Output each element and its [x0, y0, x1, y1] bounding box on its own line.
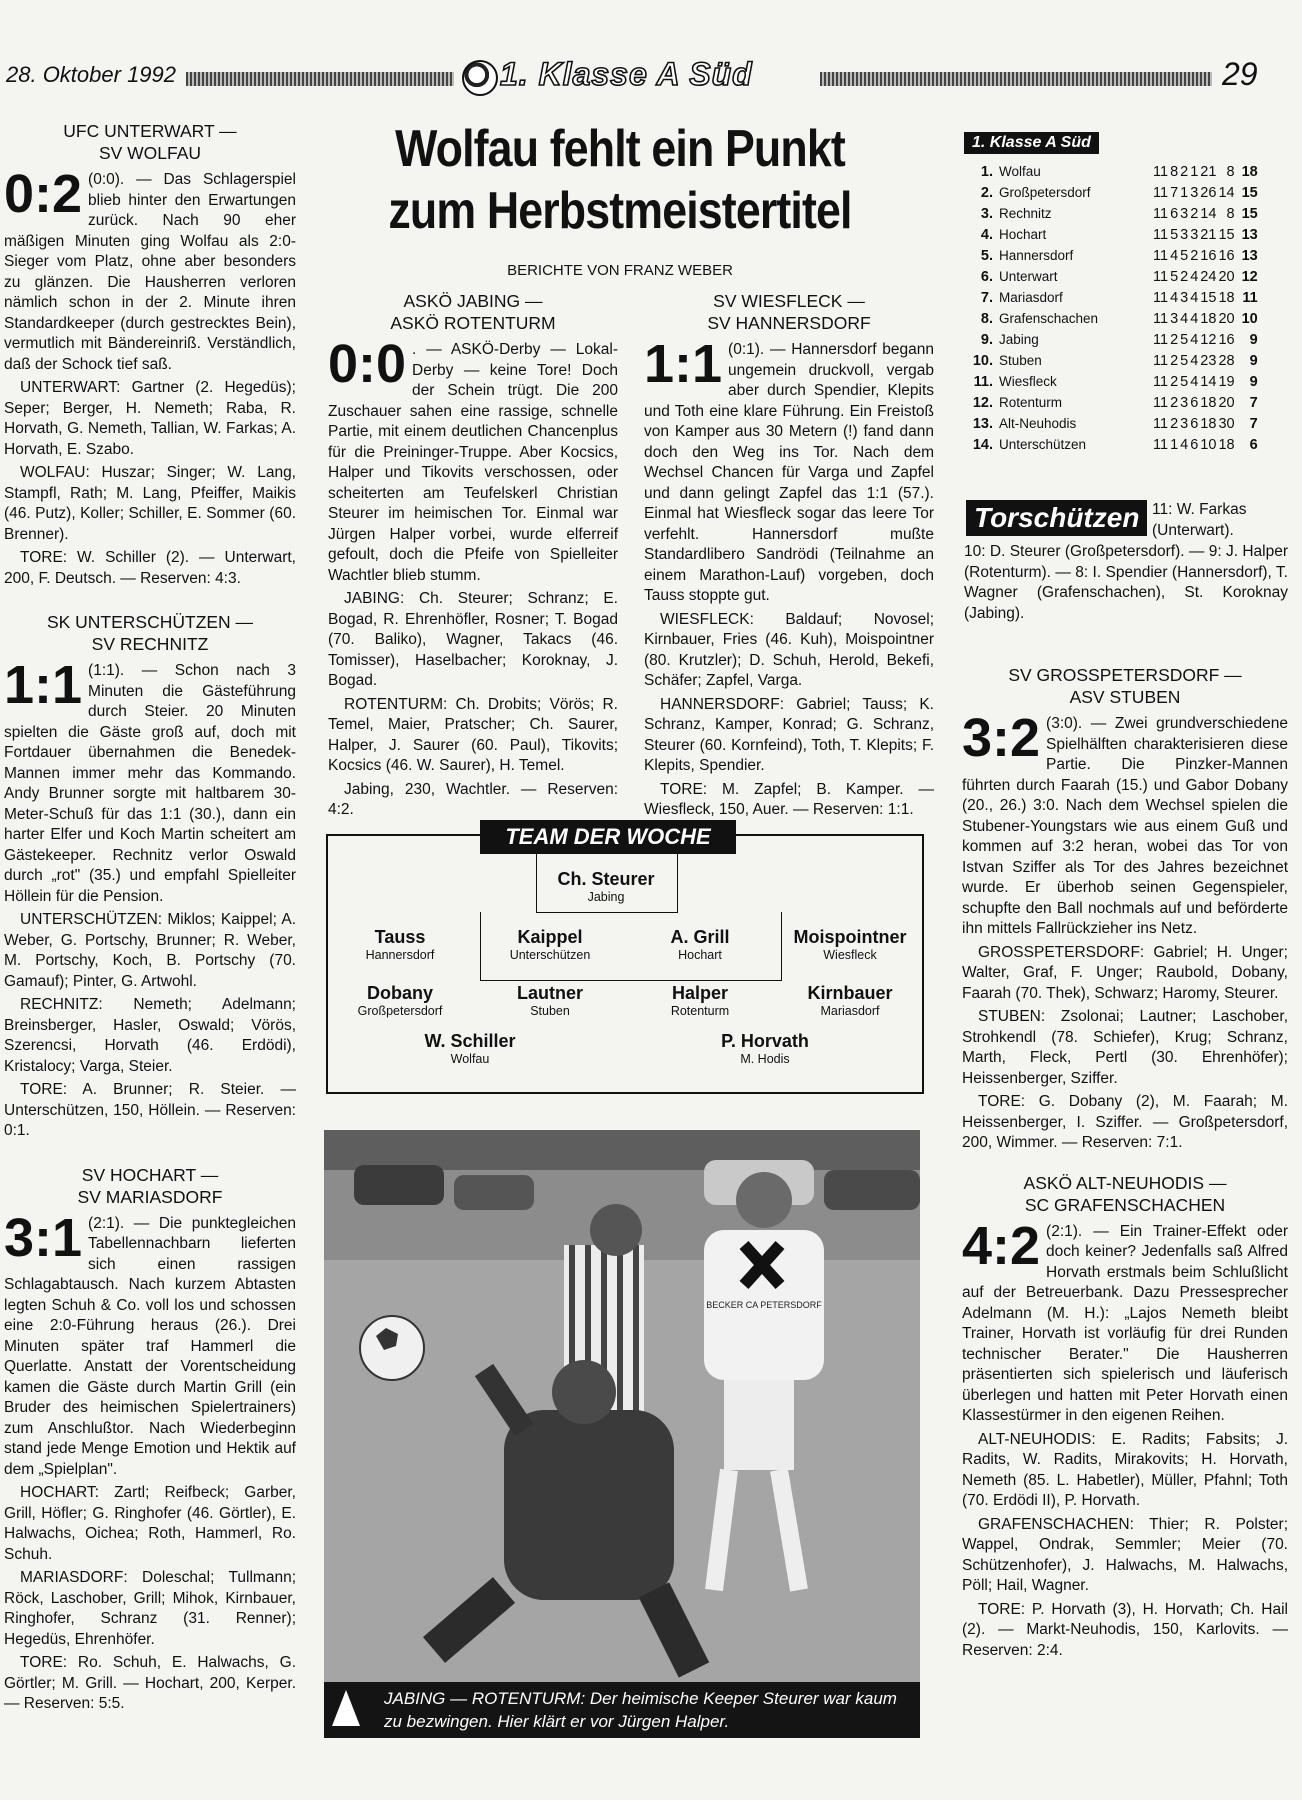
standings-cell: 2 — [1170, 373, 1179, 390]
standings-cell: 20 — [1218, 268, 1235, 285]
standings-cell: 11 — [1153, 436, 1169, 453]
header-rule-left — [186, 72, 454, 86]
standings-cell: 21 — [1200, 163, 1217, 180]
lineup-away: GRAFENSCHACHEN: Thier; R. Polster; Wappel, Ondrak, Semmler; Meier (70. Schützenhofer), J. Halwachs, M. Halwachs, Pöll; Hail, Wagner. — [962, 1515, 1288, 1594]
team-player: Kirnbauer Mariasdorf — [807, 983, 893, 1018]
issue-date: 28. Oktober 1992 — [6, 62, 177, 87]
standings-cell: 15 — [1241, 184, 1258, 201]
standings-cell: 3 — [1190, 226, 1199, 243]
photo-caption — [324, 1682, 920, 1738]
match-score: 4:2 — [962, 1215, 1041, 1276]
standings-cell: 20 — [1218, 394, 1235, 411]
column-1 — [4, 120, 296, 1715]
standings-cell: 21 — [1200, 226, 1217, 243]
standings-cell: 3 — [1180, 205, 1189, 222]
standings-cell: 2 — [1170, 415, 1179, 432]
standings-cell: 9 — [1249, 331, 1258, 348]
standings-cell: 6. — [980, 268, 993, 285]
standings-cell: 2 — [1190, 247, 1199, 264]
team-name: Stuben — [999, 353, 1042, 368]
column-4 — [962, 664, 1288, 1661]
standings-cell: 1 — [1180, 184, 1189, 201]
standings-cell: 11 — [1153, 373, 1169, 390]
team-name: Wiesfleck — [999, 374, 1057, 389]
standings-cell: 3 — [1180, 394, 1189, 411]
standings-cell: 2 — [1170, 352, 1179, 369]
match-text: (2:1). — Ein Trainer-Effekt oder doch keiner? Jedenfalls saß Alfred Horvath erstmals beim Schlußlicht auf der Betreuerbank. Dazu Pressesprecher Adelmann (M. H.): „Lajos Nemeth bleibt Trainer, Horvath ist vorläufig für drei Runden technischer Berater." Die Hausherren präsentierten sich spielerisch und läuferisch überlegen und hatten mit Peter Horvath einen Klassestürmer in den eigenen Reihen. — [962, 1222, 1288, 1424]
standings-cell: 8 — [1226, 205, 1235, 222]
standings-cell: 5. — [980, 247, 993, 264]
standings-cell: 11 — [1153, 205, 1169, 222]
standings-cell: 13 — [1241, 226, 1258, 243]
standings-cell: 7 — [1249, 415, 1258, 432]
standings-cell: 6 — [1190, 415, 1199, 432]
byline: BERICHTE VON FRANZ WEBER — [507, 262, 733, 279]
standings-cell: 4 — [1180, 436, 1189, 453]
standings-cell: 12 — [1241, 268, 1258, 285]
standings-row — [966, 182, 1259, 203]
standings-row — [966, 434, 1259, 455]
team-player: Ch. Steurer Jabing — [557, 869, 655, 904]
match-goals: TORE: P. Horvath (3), H. Horvath; Ch. Hail (2). — Markt-Neuhodis, 150, Karlovits. — Reserven: 2:4. — [962, 1600, 1288, 1659]
standings-cell: 10 — [1241, 310, 1258, 327]
page-number: 29 — [1222, 56, 1258, 92]
team-player: W. Schiller Wolfau — [424, 1031, 516, 1066]
standings-cell: 4 — [1190, 268, 1199, 285]
caption-text: JABING — ROTENTURM: Der heimische Keeper Steurer war kaum zu bezwingen. Hier klärt er vor Jürgen Halper. — [384, 1689, 897, 1731]
standings-cell: 11 — [1153, 394, 1169, 411]
team-name: Wolfau — [999, 164, 1041, 179]
standings-cell: 18 — [1241, 163, 1258, 180]
standings-cell: 15 — [1241, 205, 1258, 222]
lineup-away: RECHNITZ: Nemeth; Adelmann; Breinsberger, Hasler, Oswald; Vörös, Szerencsi, Horvath (46. Erdödi), Kristalocy; Varga, Steier. — [4, 996, 296, 1075]
standings-cell: 6 — [1249, 436, 1258, 453]
standings-cell: 2. — [980, 184, 993, 201]
lineup-home: JABING: Ch. Steurer; Schranz; E. Bogad, R. Ehrenhöfler, Rosner; T. Bogad (70. Baliko), Wagner, Takacs (46. Tomisser), Haselbacher; Koroknay, J. Bogad. — [328, 590, 618, 689]
match-report — [962, 664, 1288, 1154]
match-goals: TORE: A. Brunner; R. Steier. — Unterschützen, 150, Höllein. — Reserven: 0:1. — [4, 1081, 296, 1139]
standings-cell: 14 — [1200, 373, 1217, 390]
standings-cell: 14 — [1218, 184, 1235, 201]
match-report — [962, 1172, 1288, 1662]
standings-row — [966, 287, 1259, 308]
standings-cell: 9 — [1249, 352, 1258, 369]
standings-cell: 5 — [1170, 226, 1179, 243]
match-text: (3:0). — Zwei grundverschiedene Spielhälften charakterisieren diese Partie. Die Pinzker-Mannen führten durch Faarah (15.) und Gabor Dobany (20., 26.) 3:0. Nach dem Wechsel spielen die Stubener-Youngstars wie aus einem Guß und kommen auf 3:2 heran, wobei das Tor von Istvan Sziffer als Tor des Jahres bezeichnet wurde. Er überhob seinen Gegenspieler, schupfte den Ball nochmals auf und beförderte ihn mittels Fallrückzieher ins Netz. — [962, 715, 1288, 937]
headline — [362, 118, 878, 242]
standings-cell: 30 — [1218, 415, 1235, 432]
standings-cell: 3 — [1180, 289, 1189, 306]
lineup-away: STUBEN: Zsolonai; Lautner; Laschober, Strohkendl (78. Schiefer), Krug; Schranz, Marth, Fleck, Pertl (30. Ehrenhöfer); Heissenberger, Sziffer. — [962, 1008, 1288, 1087]
standings-cell: 3. — [980, 205, 993, 222]
standings-cell: 2 — [1180, 268, 1189, 285]
standings-row — [966, 224, 1259, 245]
standings-cell: 3 — [1180, 226, 1189, 243]
standings-cell: 12. — [972, 394, 993, 411]
match-score: 3:1 — [4, 1207, 83, 1268]
standings-cell: 11 — [1153, 247, 1169, 264]
standings-cell: 6 — [1170, 205, 1179, 222]
standings-row — [966, 371, 1259, 392]
team-name: Alt-Neuhodis — [999, 416, 1077, 431]
match-info: Jabing, 230, Wachtler. — Reserven: 4:2. — [328, 780, 618, 818]
team-player: Tauss Hannersdorf — [365, 927, 435, 962]
match-heading: ASKÖ ALT-NEUHODIS — SC GRAFENSCHACHEN — [1023, 1172, 1227, 1215]
standings-cell: 10 — [1200, 436, 1217, 453]
standings-row — [966, 161, 1259, 182]
standings-cell: 20 — [1218, 310, 1235, 327]
team-of-week-title: TEAM DER WOCHE — [480, 820, 736, 854]
standings-cell: 4 — [1170, 289, 1179, 306]
standings-cell: 16 — [1200, 247, 1217, 264]
match-heading: ASKÖ JABING — ASKÖ ROTENTURM — [390, 291, 556, 333]
standings-cell: 14. — [972, 436, 993, 453]
standings-cell: 4 — [1190, 331, 1199, 348]
match-heading: UFC UNTERWART — SV WOLFAU — [63, 121, 237, 163]
scorers-top: 11: W. Farkas (Unterwart). — [1152, 501, 1247, 539]
lineup-home: HOCHART: Zartl; Reifbeck; Garber, Grill, Höfler; G. Ringhofer (46. Görtler), E. Halwachs, Oichea; Roth, Hammerl, Ro. Schuh. — [4, 1484, 296, 1563]
match-score: 0:2 — [4, 164, 83, 224]
team-player: A. Grill Hochart — [670, 927, 730, 962]
standings-cell: 8 — [1170, 163, 1179, 180]
lineup-away: WOLFAU: Huszar; Singer; W. Lang, Stampfl, Rath; M. Lang, Pfeiffer, Maikis (46. Putz), Koller; Schiller, E. Sommer (60. Brenner). — [4, 464, 296, 543]
lineup-away: ROTENTURM: Ch. Drobits; Vörös; R. Temel, Maier, Pratscher; Ch. Saurer, Halper, J. Saurer (60. Paul), Tikovits; Kocsics (46. W. Saurer), H. Temel. — [328, 695, 618, 774]
headline-line-1: Wolfau fehlt ein Punkt — [395, 120, 845, 178]
standings-cell: 11 — [1153, 352, 1169, 369]
standings-row — [966, 413, 1259, 434]
standings-cell: 18 — [1200, 415, 1217, 432]
standings-cell: 6 — [1190, 436, 1199, 453]
standings-cell: 5 — [1180, 373, 1189, 390]
standings-cell: 6 — [1190, 394, 1199, 411]
standings-cell: 1. — [980, 163, 993, 180]
standings-cell: 24 — [1200, 268, 1217, 285]
standings-title: 1. Klasse A Süd — [964, 132, 1099, 154]
match-heading: SV HOCHART — SV MARIASDORF — [77, 1164, 223, 1207]
standings-cell: 13. — [972, 415, 993, 432]
standings-cell: 1 — [1170, 436, 1179, 453]
standings-cell: 9 — [1249, 373, 1258, 390]
match-goals: TORE: W. Schiller (2). — Unterwart, 200, F. Deutsch. — Reserven: 4:3. — [4, 549, 296, 587]
team-name: Unterschützen — [999, 437, 1087, 452]
standings-cell: 8. — [980, 310, 993, 327]
match-photo — [324, 1130, 920, 1694]
standings-cell: 4 — [1190, 310, 1199, 327]
standings-cell: 5 — [1180, 352, 1189, 369]
match-heading: SK UNTERSCHÜTZEN — SV RECHNITZ — [46, 612, 254, 654]
match-heading: SV WIESFLECK — SV HANNERSDORF — [707, 291, 871, 333]
team-name: Hannersdorf — [999, 248, 1074, 263]
standings-row — [966, 350, 1259, 371]
lineup-home: ALT-NEUHODIS: E. Radits; Fabsits; J. Radits, W. Radits, Mirakovits; H. Horvath, Nemeth (85. L. Habetler), Müller, Pfahnl; Toth (70. Erdödi II), P. Horvath. — [962, 1430, 1288, 1509]
team-player: Kaippel Unterschützen — [509, 927, 591, 962]
standings-row — [966, 308, 1259, 329]
standings-cell: 11 — [1153, 289, 1169, 306]
match-text: (2:1). — Die punktegleichen Tabellennachbarn lieferten sich einen rassigen Schlagabtausch. Nach kurzem Abtasten legten Schuh & Co. voll los und schossen eine 2:0-Führung heraus (26.). Drei Minuten später traf Hammerl die Querlatte. Anstatt der Vorentscheidung kamen die Gäste durch Martin Grill (ein Bruder des heimischen Spielertrainers) zum Anschlußtor. Nach Wiederbeginn stand jede Menge Emotion und Hektik auf dem „Spielplan". — [4, 1214, 296, 1478]
standings-cell: 11 — [1153, 331, 1169, 348]
standings-cell: 14 — [1200, 205, 1217, 222]
team-name: Rechnitz — [999, 206, 1052, 221]
standings-cell: 11 — [1153, 226, 1169, 243]
team-name: Hochart — [999, 227, 1047, 242]
team-player: Moispointner Wiesfleck — [793, 927, 907, 962]
lineup-away: MARIASDORF: Doleschal; Tullmann; Röck, Laschober, Grill; Mihok, Kirnbauer, Ringhofer, Schranz (31. Renner); Hegedüs, Ehrenhöfer. — [4, 1569, 296, 1648]
standings-cell: 11 — [1153, 163, 1169, 180]
team-player: P. Horvath M. Hodis — [721, 1031, 809, 1066]
standings-cell: 4 — [1190, 352, 1199, 369]
team-name: Jabing — [999, 332, 1039, 347]
standings-cell: 7 — [1249, 394, 1258, 411]
match-heading: SV GROSSPETERSDORF — ASV STUBEN — [1008, 665, 1242, 707]
section-title: 1. Klasse A Süd — [500, 56, 753, 92]
standings-cell: 3 — [1190, 184, 1199, 201]
standings-cell: 15 — [1218, 226, 1235, 243]
standings-cell: 11 — [1153, 310, 1169, 327]
match-photo-illustration — [324, 1130, 920, 1694]
caption-triangle-icon — [332, 1690, 360, 1726]
standings-cell: 7 — [1170, 184, 1179, 201]
match-goals: TORE: G. Dobany (2), M. Faarah; M. Heissenberger, I. Sziffer. — Großpetersdorf, 200, Wimmer. — Reserven: 7:1. — [962, 1093, 1288, 1151]
standings-row — [966, 266, 1259, 287]
team-name: Rotenturm — [999, 395, 1063, 410]
standings-cell: 9. — [980, 331, 993, 348]
standings-cell: 16 — [1218, 331, 1235, 348]
team-name: Unterwart — [999, 269, 1058, 284]
standings-cell: 16 — [1218, 247, 1235, 264]
standings-cell: 28 — [1218, 352, 1235, 369]
standings-cell: 10. — [972, 352, 993, 369]
standings-cell: 2 — [1180, 163, 1189, 180]
column-3 — [644, 290, 934, 821]
standings-cell: 11. — [973, 373, 993, 390]
team-name: Grafenschachen — [999, 311, 1099, 326]
match-text: . — ASKÖ-Derby — Lokal-Derby — keine Tore! Doch der Schein trügt. Die 200 Zuschauer sahen eine rassige, schnelle Partie, mit einem deutlichen Chancenplus für die Preininger-Truppe. Aber Kocsics, Halper und Tikovits verschossen, oder scheiterten am Teufelskerl Christian Steurer im heimischen Tor. Einmal war Jürgen Halper vorbei, wurde elferreif gefoult, doch die Pfeife von Spielleiter Wachtler blieb stumm. — [328, 341, 618, 584]
standings-cell: 1 — [1190, 163, 1199, 180]
match-score: 3:2 — [962, 708, 1041, 768]
standings-cell: 3 — [1180, 415, 1189, 432]
standings-cell: 2 — [1190, 205, 1199, 222]
standings-cell: 18 — [1218, 289, 1235, 306]
standings-cell: 5 — [1180, 331, 1189, 348]
team-player: Lautner Stuben — [516, 983, 583, 1018]
match-text: (0:1). — Hannersdorf begann ungemein druckvoll, vergab aber durch Spendier, Klepits und Toth eine klare Führung. Ein Freistoß von Kamper aus 30 Metern (!) fand dann doch den Weg ins Tor. Nach dem Wechsel Chancen für Varga und Zapfel und dann gelingt Zapfel das 1:1 (57.). Einmal hat Wiesfleck sogar das leere Tor verfehlt. Hannersdorf mußte Standardlibero Sandrödi (Teilnahme an einem Marathon-Lauf) vorgeben, doch Tauss stoppte gut. — [644, 341, 934, 604]
lineup-home: GROSSPETERSDORF: Gabriel; H. Unger; Walter, Graf, F. Unger; Raubold, Dobany, Faarah (70. Thek), Schwarz; Haromy, Steurer. — [962, 943, 1288, 1002]
standings-cell: 18 — [1218, 436, 1235, 453]
scorers-title: Torschützen — [966, 500, 1147, 536]
lineup-home: UNTERSCHÜTZEN: Miklos; Kaippel; A. Weber, G. Portschy, Brunner; R. Weber, M. Portschy, Koch, B. Portschy (70. Gamauf); Pinter, G. Artwohl. — [4, 911, 296, 990]
standings-cell: 2 — [1170, 331, 1179, 348]
lineup-away: HANNERSDORF: Gabriel; Tauss; K. Schranz, Kamper, Konrad; G. Schranz, Steurer (60. Kornfeind), Toth, T. Klepits; F. Klepits, Spendier. — [644, 695, 934, 774]
match-goals: TORE: Ro. Schuh, E. Halwachs, G. Görtler; M. Grill. — Hochart, 200, Kerper. — Reserven: 5:5. — [4, 1654, 296, 1712]
standings-cell: 26 — [1200, 184, 1217, 201]
standings-cell: 4 — [1170, 247, 1179, 264]
standings-cell: 11 — [1153, 268, 1169, 285]
standings-cell: 11 — [1153, 184, 1169, 201]
standings-cell: 12 — [1200, 331, 1217, 348]
football-icon — [462, 60, 498, 96]
match-goals: TORE: M. Zapfel; B. Kamper. — Wiesfleck, 150, Auer. — Reserven: 1:1. — [644, 780, 934, 818]
standings-cell: 7. — [980, 289, 993, 306]
standings-cell: 5 — [1170, 268, 1179, 285]
standings-row — [966, 203, 1259, 224]
match-report — [4, 1164, 296, 1715]
standings-cell: 11 — [1153, 415, 1169, 432]
standings-cell: 13 — [1241, 247, 1258, 264]
column-2 — [328, 290, 618, 821]
standings-row — [966, 329, 1259, 350]
match-score: 1:1 — [644, 334, 723, 394]
team-name: Großpetersdorf — [999, 185, 1091, 200]
standings-cell: 5 — [1180, 247, 1189, 264]
match-text: (0:0). — Das Schlagerspiel blieb hinter den Erwartungen zurück. Nach 90 eher mäßigen Minuten ging Wolfau als 2:0-Sieger vom Platz, ohne aber besonders zu glänzen. Die Hausherren verloren nämlich schon in der 2. Minute ihren Standardkeeper (durch gestrecktes Bein), vermutlich mit Bändereinriß. Verständlich, daß der Schock tief saß. — [4, 171, 296, 373]
header-rule-right — [820, 72, 1212, 86]
lineup-home: WIESFLECK: Baldauf; Novosel; Kirnbauer, Fries (46. Kuh), Moispointner (80. Krutzler); D. Schuh, Herold, Bekefi, Schäfer; Zapfel, Varga. — [644, 610, 934, 689]
standings-cell: 4 — [1190, 289, 1199, 306]
standings-cell: 11 — [1242, 289, 1258, 306]
standings-cell: 4 — [1180, 310, 1189, 327]
standings-cell: 4. — [980, 226, 993, 243]
standings-table — [966, 161, 1259, 455]
standings-cell: 18 — [1200, 394, 1217, 411]
match-report — [4, 120, 296, 589]
shirt-sponsor: BECKER CA PETERSDORF — [706, 1300, 822, 1310]
standings-row — [966, 245, 1259, 266]
standings-cell: 4 — [1190, 373, 1199, 390]
standings-cell: 18 — [1200, 310, 1217, 327]
headline-line-2: zum Herbstmeistertitel — [388, 182, 852, 240]
match-report — [4, 611, 296, 1142]
standings-cell: 19 — [1218, 373, 1235, 390]
standings-row — [966, 392, 1259, 413]
standings-cell: 3 — [1170, 310, 1179, 327]
scorers-list: 10: D. Steurer (Großpetersdorf). — 9: J. Halper (Rotenturm). — 8: I. Spendier (Hannersdorf), T. Wagner (Grafenschachen), St. Koroknay (Jabing). — [964, 543, 1288, 622]
lineup-home: UNTERWART: Gartner (2. Hegedüs); Seper; Berger, H. Nemeth; Raba, R. Horvath, G. Nemeth, Tallian, W. Farkas; A. Horvath, E. Szabo. — [4, 379, 296, 458]
match-text: (1:1). — Schon nach 3 Minuten die Gästeführung durch Steier. 20 Minuten spielten die Gäste groß auf, doch mit Fortdauer übernahmen die Benedek-Mannen immer mehr das Kommando. Andy Brunner sorgte mit haltbarem 30-Meter-Schuß für das 1:1 (30.), dann ein harter Elfer und Koch Martin scheitert am Gästekeeper. Rechnitz verlor Oswald durch „rot" (35.) und empfahl Spielleiter Höllein für die Pension. — [4, 662, 296, 905]
team-name: Mariasdorf — [999, 290, 1063, 305]
team-player: Dobany Großpetersdorf — [357, 983, 443, 1018]
standings-cell: 23 — [1200, 352, 1217, 369]
standings-cell: 15 — [1200, 289, 1217, 306]
standings-cell: 2 — [1170, 394, 1179, 411]
standings-cell: 8 — [1226, 163, 1235, 180]
match-score: 1:1 — [4, 655, 83, 715]
team-player: Halper Rotenturm — [670, 983, 730, 1018]
match-score: 0:0 — [328, 334, 407, 394]
